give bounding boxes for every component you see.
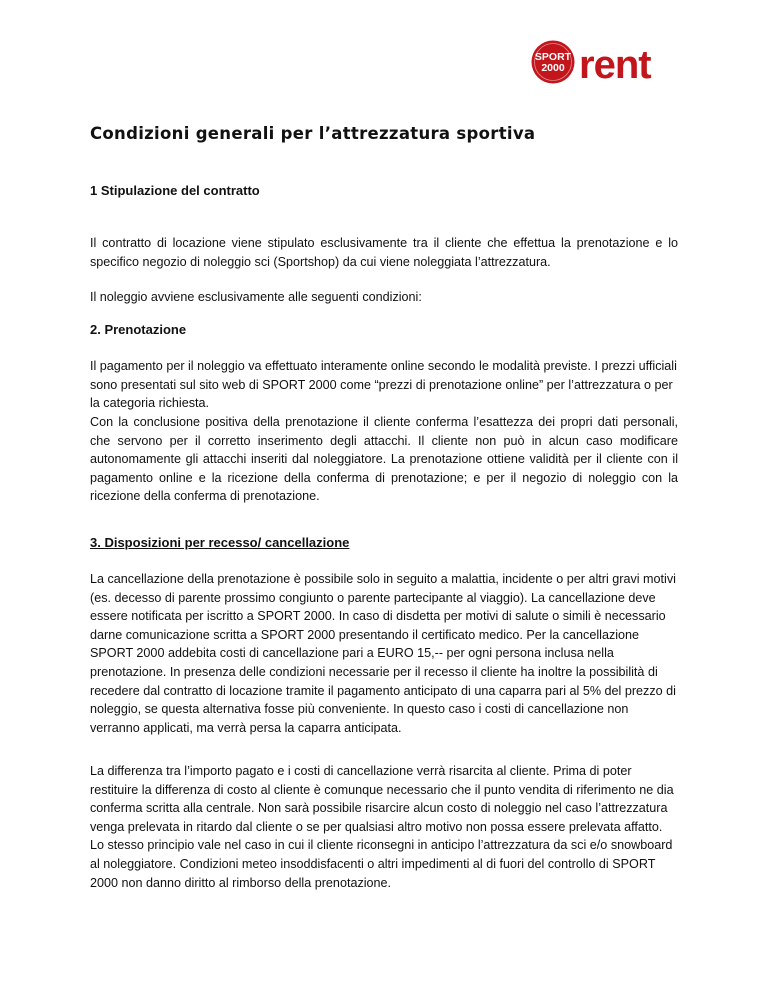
sport2000-rent-logo xyxy=(531,40,679,84)
booking-payment-paragraph: Il pagamento per il noleggio va effettuato interamente online secondo le modalità previste. I prezzi ufficiali sono presentati sul sito web di SPORT 2000 come “prezzi di prenotazione online” per l’attrezzatura o per la categoria richiesta. xyxy=(90,359,677,411)
contract-paragraph: Il contratto di locazione viene stipulato esclusivamente tra il cliente che effettua la prenotazione e lo specifico negozio di noleggio sci (Sportshop) da cui viene noleggiata l’attrezzatura. xyxy=(90,236,678,269)
logo-badge-line1: SPORT xyxy=(534,51,572,63)
section-heading-contract: 1 Stipulazione del contratto xyxy=(90,183,260,198)
section-heading-cancellation: 3. Disposizioni per recesso/ cancellazione xyxy=(90,535,350,550)
logo-wordmark: rent xyxy=(579,43,651,84)
cancellation-paragraph: La cancellazione della prenotazione è possibile solo in seguito a malattia, incidente o per altri gravi motivi (es. decesso di parente prossimo congiunto o parente partecipante al viaggio). La cancellazione deve essere notificata per iscritto a SPORT 2000. In caso di disdetta per motivi di salute o simili è necessario darne comunicazione scritta a SPORT 2000 presentando il certificato medico. Per la cancellazione SPORT 2000 addebita costi di cancellazione pari a EURO 15,-- per ogni persona inclusa nella prenotazione. In presenza delle condizioni necessarie per il recesso il cliente ha inoltre la possibilità di recedere dal contratto di locazione tramite il pagamento anticipato di una caparra pari al 5% del prezzo di noleggio, se questa alternativa fosse più conveniente. In questo caso i costi di cancellazione non verranno applicati, ma verrà persa la caparra anticipata. xyxy=(90,572,676,735)
conditions-intro-paragraph: Il noleggio avviene esclusivamente alle seguenti condizioni: xyxy=(90,290,422,304)
logo-badge-line2: 2000 xyxy=(541,62,565,74)
booking-confirmation-paragraph: Con la conclusione positiva della prenotazione il cliente conferma l’esattezza dei propri dati personali, che servono per il corretto inserimento degli attacchi. Il cliente non può in alcun caso modificare autonomamente gli attacchi inseriti dal noleggiatore. La prenotazione ottiene validità per il cliente con il pagamento online e la ricezione della conferma di prenotazione; e per il negozio di noleggio con la ricezione della conferma di prenotazione. xyxy=(90,415,678,504)
refund-paragraph: La differenza tra l’importo pagato e i costi di cancellazione verrà risarcita al cliente. Prima di poter restituire la differenza di costo al cliente è comunque necessario che il punto vendita di riferimento ne dia conferma scritta alla centrale. Non sarà possibile risarcire alcun costo di noleggio nel caso l’attrezzatura venga prelevata in ritardo dal cliente o se per qualsiasi altro motivo non possa essere prelevata affatto. Lo stesso principio vale nel caso in cui il cliente riconsegni in anticipo l’attrezzatura da sci e/o snowboard al noleggiatore. Condizioni meteo insoddisfacenti o altri impedimenti al di fuori del controllo di SPORT 2000 non danno diritto al rimborso della prenotazione. xyxy=(90,764,674,890)
section-heading-booking: 2. Prenotazione xyxy=(90,322,187,337)
page-title: Condizioni generali per l’attrezzatura sportiva xyxy=(90,124,536,143)
